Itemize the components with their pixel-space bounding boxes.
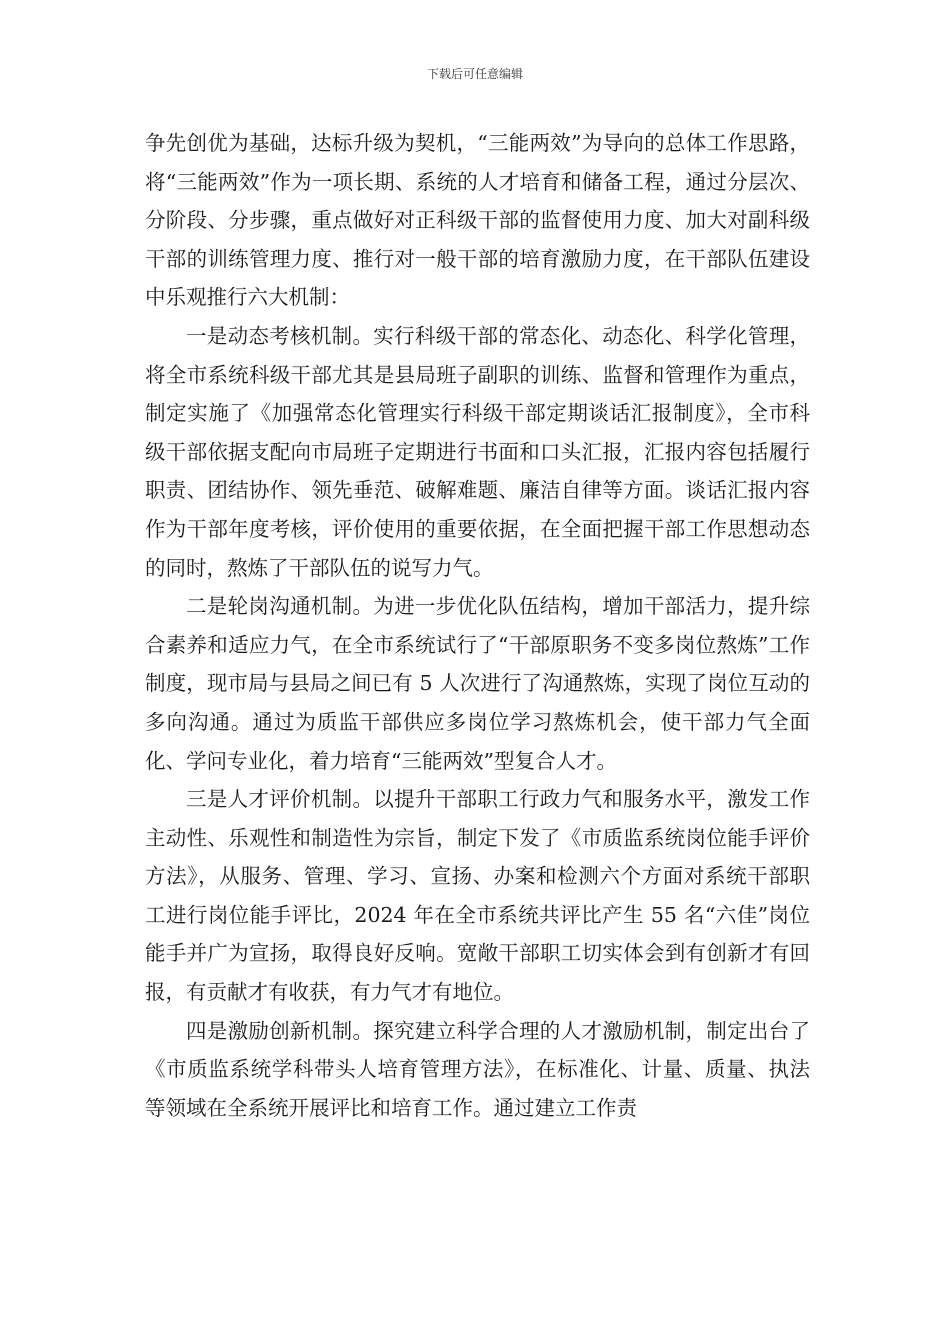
document-body [145,124,810,1127]
page-header: 下载后可任意编辑 [426,67,523,81]
paragraph-intro: 争先创优为基础，达标升级为契机，“三能两效”为导向的总体工作思路，将“三能两效”作为一项长期、系统的人才培育和储备工程，通过分层次、分阶段、分步骤，重点做好对正科级干部的监督使用力度、加大对副科级干部的训练管理力度、推行对一般干部的培育激励力度，在干部队伍建设中乐观推行六大机制： [145,131,810,310]
paragraph-job-rotation: 二是轮岗沟通机制。为进一步优化队伍结构，增加干部活力，提升综合素养和适应力气，在全市系统试行了“干部原职务不变多岗位熬炼”工作制度，现市局与县局之间已有 5 人次进行了沟通熬炼，实现了岗位互动的多向沟通。通过为质监干部供应多岗位学习熬炼机会，使干部力气全面化、学问专业化，着力培育“三能两效”型复合人才。 [145,594,810,773]
paragraph-innovation-incentive: 四是激励创新机制。探究建立科学合理的人才激励机制，制定出台了《市质监系统学科带头人培育管理方法》，在标准化、计量、质量、执法等领域在全系统开展评比和培育工作。通过建立工作责 [145,1018,810,1120]
paragraph-dynamic-assessment: 一是动态考核机制。实行科级干部的常态化、动态化、科学化管理，将全市系统科级干部尤其是县局班子副职的训练、监督和管理作为重点，制定实施了《加强常态化管理实行科级干部定期谈话汇报制度》，全市科级干部依据支配向市局班子定期进行书面和口头汇报，汇报内容包括履行职责、团结协作、领先垂范、破解难题、廉洁自律等方面。谈话汇报内容作为干部年度考核，评价使用的重要依据，在全面把握干部工作思想动态的同时，熬炼了干部队伍的说写力气。 [145,323,810,580]
paragraph-talent-evaluation: 三是人才评价机制。以提升干部职工行政力气和服务水平，激发工作主动性、乐观性和制造性为宗旨，制定下发了《市质监系统岗位能手评价方法》，从服务、管理、学习、宣扬、办案和检测六个方面对系统干部职工进行岗位能手评比，2024 年在全市系统共评比产生 55 名“六佳”岗位能手并广为宣扬，取得良好反响。宽敞干部职工切实体会到有创新才有回报，有贡献才有收获，有力气才有地位。 [145,787,810,1005]
